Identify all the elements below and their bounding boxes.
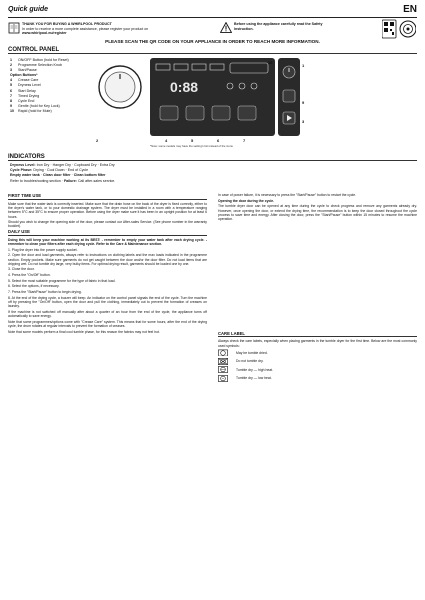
gentle-button[interactable] xyxy=(283,90,295,102)
legend-item: 9 Gentle (hold for Key Lock) xyxy=(10,103,60,108)
step: 6. Select the options, if necessary. xyxy=(8,284,60,289)
legend-item: 5 Dryness Level xyxy=(10,83,41,88)
step: 7. Press the "Start/Pause" button to begin drying. xyxy=(8,290,82,295)
side-buttons-graphic xyxy=(278,58,300,136)
warning-icon xyxy=(220,22,232,33)
options-label: Option Buttons* xyxy=(10,73,38,78)
step: 3. Close the door. xyxy=(8,267,35,272)
first-time-use-heading: FIRST TIME USE xyxy=(8,194,207,200)
legend-item: 8 Cycle End xyxy=(10,98,35,103)
paragraph: The tumble dryer door can be opened at any time during the cycle to check progress and remove any garments already dry. However, once opening the door, or extend the drying time, the recommendation is to keep the door closed throughout the cycle process to save time and energy. After closing the door, press the "Start/Pause" button within 15 minutes to resume the machine operation. xyxy=(218,204,417,222)
dryness-item: Cupboard Dry xyxy=(74,163,97,167)
intro-text: In order to receive a more complete assistance, please register your product on xyxy=(22,26,149,31)
paragraph: Should you wish to change the opening side of the door, please contact our After-sales Service. (See phone number in the warranty booklet). xyxy=(8,220,207,229)
phase-item: Cool Down xyxy=(46,168,65,173)
step: 4. Press the "On/Off" button. xyxy=(8,273,51,278)
register-link[interactable]: www.whirlpool.eu/register xyxy=(22,31,67,36)
tumble-dry-high-icon xyxy=(218,366,228,373)
daily-use-intro: Doing this will keep your machine working at its BEST: - remember to empty your water tank after each drying cycle. - remember to clean your filters after each drying cycle. Refer to the Care & Maintenance section. xyxy=(8,237,207,247)
failure-text: Call after-sales service. xyxy=(77,178,116,183)
legend-item: 7 Timed Drying xyxy=(10,93,40,98)
control-panel-heading: CONTROL PANEL xyxy=(8,47,417,54)
legend-item: 4 Crease Care xyxy=(10,78,39,83)
care-symbol-row: Do not tumble dry. xyxy=(218,358,417,365)
warning-text: Before using the appliance carefully read the Safety Instruction. xyxy=(234,22,323,31)
tumble-dry-low-icon xyxy=(218,375,228,382)
display-graphic xyxy=(150,58,275,136)
step: 5. Select the most suitable programme for the type of fabric in that load. xyxy=(8,278,116,283)
display-panel xyxy=(150,58,275,136)
alert-item: Clean bottom filter xyxy=(73,173,106,178)
no-tumble-dry-icon xyxy=(218,358,228,365)
callout-number: 10 xyxy=(268,60,273,65)
intro-block xyxy=(8,22,188,36)
alert-item: Empty water tank xyxy=(10,173,40,178)
phase-label: Cycle Phase: xyxy=(10,168,33,173)
control-panel-footnote: *Note: some models may have the setting's list instead of the icons xyxy=(150,144,233,148)
indicators-heading: INDICATORS xyxy=(8,154,417,161)
callout-number: 6 xyxy=(217,138,220,143)
care-label-heading: CARE LABEL xyxy=(218,332,417,338)
paragraph: If the machine is not switched off manually after about a quarter of an hour from the end of the cycle, the appliance turns off automatically to save energy. xyxy=(8,309,207,319)
step: 1. Plug the dryer into the power supply socket. xyxy=(8,247,78,252)
phase-item: Drying xyxy=(33,168,44,173)
dryness-item: Extra Dry xyxy=(99,163,115,167)
time-display: 0:88 xyxy=(170,79,199,95)
daily-use-heading: DAILY USE xyxy=(8,230,207,236)
callout-number: 5 xyxy=(191,138,194,143)
dryness-label: Dryness Level: xyxy=(10,163,36,167)
left-column xyxy=(8,193,207,335)
intro-title: THANK YOU FOR BUYING A WHIRLPOOL PRODUCT xyxy=(22,22,112,26)
failure-label: Failure: xyxy=(63,178,77,183)
crease-care-button[interactable] xyxy=(160,106,178,120)
step: 2. Open the door and load garments, always refer to instructions on clothing labels and the max loads indicated in the programme section. Empty pockets. Make sure garments do not get caught between the door and/or the door filter. Do not load items that are dripping wet. Do not tumble dry large, very bulky items. For optimal drying result, garments should be loaded one by one. xyxy=(8,253,207,266)
timed-drying-button[interactable] xyxy=(238,106,256,120)
paragraph: Always check the care labels, especially when placing garments in the tumble dryer for the first time. Below are the most commonly used symbols: xyxy=(218,339,417,348)
care-symbol-row: May be tumble dried. xyxy=(218,349,417,356)
legend-item: 2 Programme Selection Knob xyxy=(10,63,62,68)
callout-number: 1 xyxy=(302,63,305,68)
right-column xyxy=(218,193,417,383)
tumble-dry-icon xyxy=(218,349,228,356)
qr-code-icon xyxy=(382,18,416,40)
care-symbol-row: Tumble dry — low heat. xyxy=(218,375,417,382)
indicators-block: Dryness Level: Iron Dry · Hanger Dry · Cupboard Dry · Extra Dry Cycle Phase: Drying · Cool Down · End of Cycle Empty water tank · Clean door filter · Clean bottom filter Refer to troubleshooting section · Failure: Call after-sales service. xyxy=(10,163,116,183)
paragraph: Note that some models perform a final cool tumble phase, for this reason the fabrics may not feel hot. xyxy=(8,329,160,334)
step: 8. At the end of the drying cycle, a buzzer will beep. An indicator on the control panel signals the end of the cycle. Turn the machine off by pressing the "On/Off" button, open the door and pull the clothing, immediately out to prevent the formation of creases on laundry. xyxy=(8,295,207,309)
quick-guide-title: Quick guide xyxy=(8,6,49,13)
programme-knob[interactable] xyxy=(97,64,143,110)
callout-number: 2 xyxy=(96,138,99,143)
paragraph: Note that some programmes/options come with "Crease Care" system. This means that for some hours, after the end of the drying cycle, the drum rotates at regular intervals to prevent the formation of creases. xyxy=(8,319,207,328)
paragraph: Make sure that the water tank is correctly inserted. Make sure that the drain hose on the back of the dryer is fixed correctly, either to the dryer's water tank, or to your domestic drainage system. The dryer must be installed in a room with a temperature ranging between 5°C and 35°C to ensure proper operation. Before using the dryer make sure it has been in an upright position for at least 6 hours. xyxy=(8,201,207,219)
legend-item: 6 Start Delay xyxy=(10,88,36,93)
language-tag: EN xyxy=(403,4,417,15)
dryness-item: Hanger Dry xyxy=(52,163,71,167)
warning-block xyxy=(220,22,340,31)
scan-instruction: PLEASE SCAN THE QR CODE ON YOUR APPLIANCE IN ORDER TO REACH MORE INFORMATION. xyxy=(105,39,320,44)
callout-number: 7 xyxy=(243,138,246,143)
legend-item: 10 Rapid (hold for Mute) xyxy=(10,108,52,113)
door-heading: Opening the door during the cycle. xyxy=(218,198,275,203)
page-header xyxy=(8,6,417,18)
callout-number: 4 xyxy=(165,138,168,143)
legend-item: 1 ON/OFF Button (hold for Reset) xyxy=(10,58,69,62)
phase-item: End of Cycle xyxy=(67,168,89,173)
refer-text: Refer to troubleshooting section xyxy=(10,178,61,183)
callout-number: 3 xyxy=(302,119,305,124)
dryness-item: Iron Dry xyxy=(36,163,50,167)
alert-item: Clean door filter xyxy=(42,173,71,178)
callout-number: 9 xyxy=(302,100,305,105)
paragraph: In case of power failure, it is necessary to press the "Start/Pause" button to restart the cycle. xyxy=(218,193,357,197)
book-icon xyxy=(8,22,20,34)
legend-item: 3 Start/Pause xyxy=(10,68,37,73)
care-symbol-row: Tumble dry — high heat. xyxy=(218,366,417,373)
side-buttons xyxy=(278,58,300,136)
start-delay-button[interactable] xyxy=(212,106,230,120)
dryness-level-button[interactable] xyxy=(186,106,204,120)
